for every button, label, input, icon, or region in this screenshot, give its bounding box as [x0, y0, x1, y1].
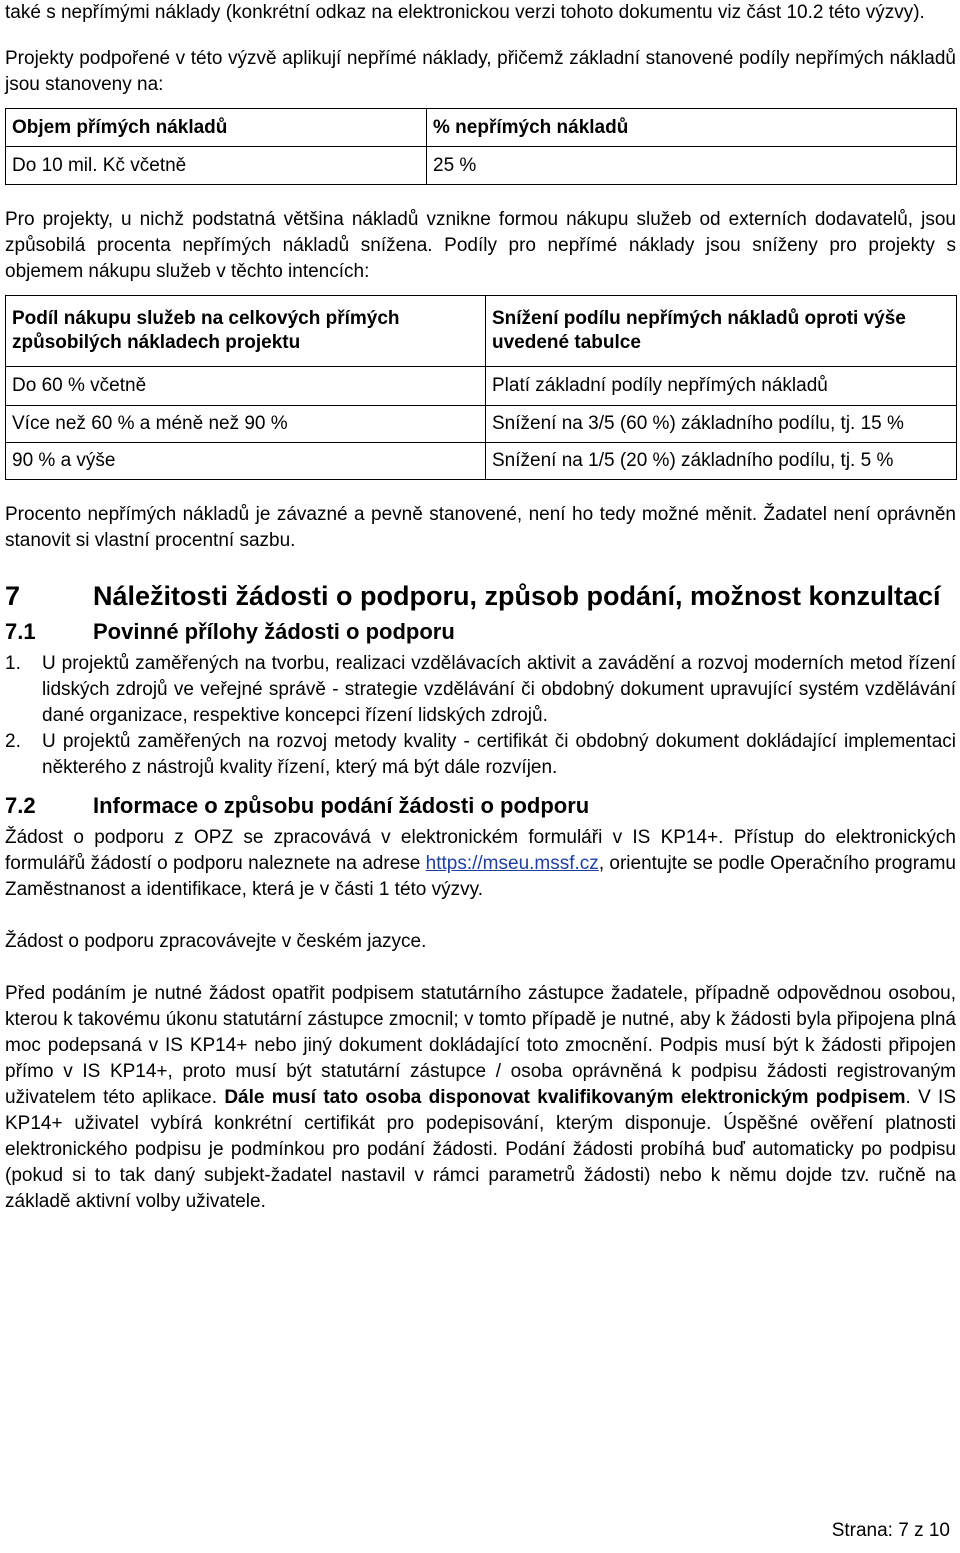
indirect-costs-table — [5, 108, 957, 185]
section-number: 7.2 — [5, 793, 36, 818]
table-row — [6, 367, 957, 406]
submission-text: Žádost o podporu z OPZ se zpracovává v elektronickém formuláři v IS KP14+. Přístup do elektronických formulářů žádostí o podporu naleznete na adrese — [5, 827, 956, 874]
section-title: Informace o způsobu podání žádosti o podporu — [93, 793, 590, 818]
list-item-number: 2. — [5, 731, 21, 752]
section-7-1-heading — [5, 617, 956, 647]
submission-paragraph — [5, 825, 956, 903]
services-reduction-table — [5, 295, 957, 480]
table-cell: Snížení na 3/5 (60 %) základního podílu, tj. 15 % — [486, 406, 957, 443]
signature-text: Před podáním je nutné žádost opatřit podpisem statutárního zástupce žadatele, případně odpovědnou osobou, kterou k takovému úkonu statutární zástupce zmocnil; v tomto případě je nutné, aby k žádosti byla připojena plná moc podepsaná v IS KP14+ nebo jiný dokument dokládající toto zmocnění. Podpis musí být k žádosti připojen přímo v IS KP14+, proto musí být statutární zástupce / osoba oprávněná k podpisu žádosti registrovaným uživatelem této aplikace. — [5, 983, 956, 1108]
table-cell: Platí základní podíly nepřímých nákladů — [486, 367, 957, 406]
submission-text-end: , orientujte se podle Operačního programu Zaměstnanost a identifikace, která je v části 1 této výzvy. — [5, 853, 956, 900]
signature-text-end: . V IS KP14+ uživatel vybírá konkrétní certifikát pro podepisování, kterým disponuje. Úspěšné ověření platnosti elektronického podpisu je podmínkou pro podání žádosti. Podání žádosti probíhá buď automaticky po podpisu (pokud si to tak daný subjekt-žadatel nastavil v rámci parametrů žádosti) nebo k němu dojde tzv. ručně na základě aktivní volby uživatele. — [5, 1087, 956, 1212]
intro-paragraph: Projekty podpořené v této výzvě aplikují nepřímé náklady, přičemž základní stanovené podíly nepřímých nákladů jsou stanoveny na: — [5, 48, 956, 95]
table-row — [6, 296, 957, 367]
list-item — [5, 651, 956, 729]
table-row — [6, 443, 957, 480]
table-cell: Snížení na 1/5 (20 %) základního podílu, tj. 5 % — [486, 443, 957, 480]
table-row — [6, 406, 957, 443]
table-cell: 90 % a výše — [6, 443, 486, 480]
section-number: 7 — [5, 581, 21, 611]
section-title: Náležitosti žádosti o podporu, způsob podání, možnost konzultací — [93, 581, 941, 611]
list-item-text: U projektů zaměřených na rozvoj metody kvality - certifikát či obdobný dokument dokládající implementaci některého z nástrojů kvality řízení, který má být dále rozvíjen. — [42, 731, 956, 778]
signature-paragraph — [5, 981, 956, 1215]
services-paragraph: Pro projekty, u nichž podstatná většina nákladů vznikne formou nákupu služeb od externích dodavatelů, jsou způsobilá procenta nepřímých nákladů snížena. Podíly pro nepřímé náklady jsou sníženy pro projekty s objemem nákupu služeb v těchto intencích: — [5, 209, 956, 282]
table-cell: Do 60 % včetně — [6, 367, 486, 406]
table-cell: Více než 60 % a méně než 90 % — [6, 406, 486, 443]
list-item-text: U projektů zaměřených na tvorbu, realizaci vzdělávacích aktivit a zavádění a rozvoj moderních metod řízení lidských zdrojů ve veřejné správě - strategie vzdělávání či obdobný dokument upravující systém vzdělávání dané organizace, respektive koncepci řízení lidských zdrojů. — [42, 653, 956, 726]
document-page — [5, 0, 956, 1215]
table-row — [6, 109, 957, 147]
attachments-list — [5, 651, 956, 781]
table-header-cell: Snížení podílu nepřímých nákladů oproti výše uvedené tabulce — [486, 296, 957, 367]
list-item-number: 1. — [5, 653, 21, 674]
fixed-rate-paragraph: Procento nepřímých nákladů je závazné a pevně stanovené, není ho tedy možné měnit. Žadatel není oprávněn stanovit si vlastní procentní sazbu. — [5, 504, 956, 551]
section-7-2-heading — [5, 791, 956, 821]
language-paragraph: Žádost o podporu zpracovávejte v českém jazyce. — [5, 931, 427, 952]
table-cell: 25 % — [427, 147, 957, 185]
list-item — [5, 729, 956, 781]
page-number: Strana: 7 z 10 — [831, 1520, 950, 1541]
section-number: 7.1 — [5, 619, 36, 644]
section-7-heading — [5, 578, 956, 614]
mseu-link[interactable]: https://mseu.mssf.cz — [425, 853, 599, 874]
signature-text-bold: Dále musí tato osoba disponovat kvalifikovaným elektronickým podpisem — [224, 1087, 906, 1108]
table-header-cell: Objem přímých nákladů — [6, 109, 427, 147]
table-header-cell: Podíl nákupu služeb na celkových přímých způsobilých nákladech projektu — [6, 296, 486, 367]
table-cell: Do 10 mil. Kč včetně — [6, 147, 427, 185]
intro-text: také s nepřímými náklady (konkrétní odkaz na elektronickou verzi tohoto dokumentu viz část 10.2 této výzvy). — [5, 2, 925, 23]
section-title: Povinné přílohy žádosti o podporu — [93, 619, 455, 644]
table-row — [6, 147, 957, 185]
table-header-cell: % nepřímých nákladů — [427, 109, 957, 147]
